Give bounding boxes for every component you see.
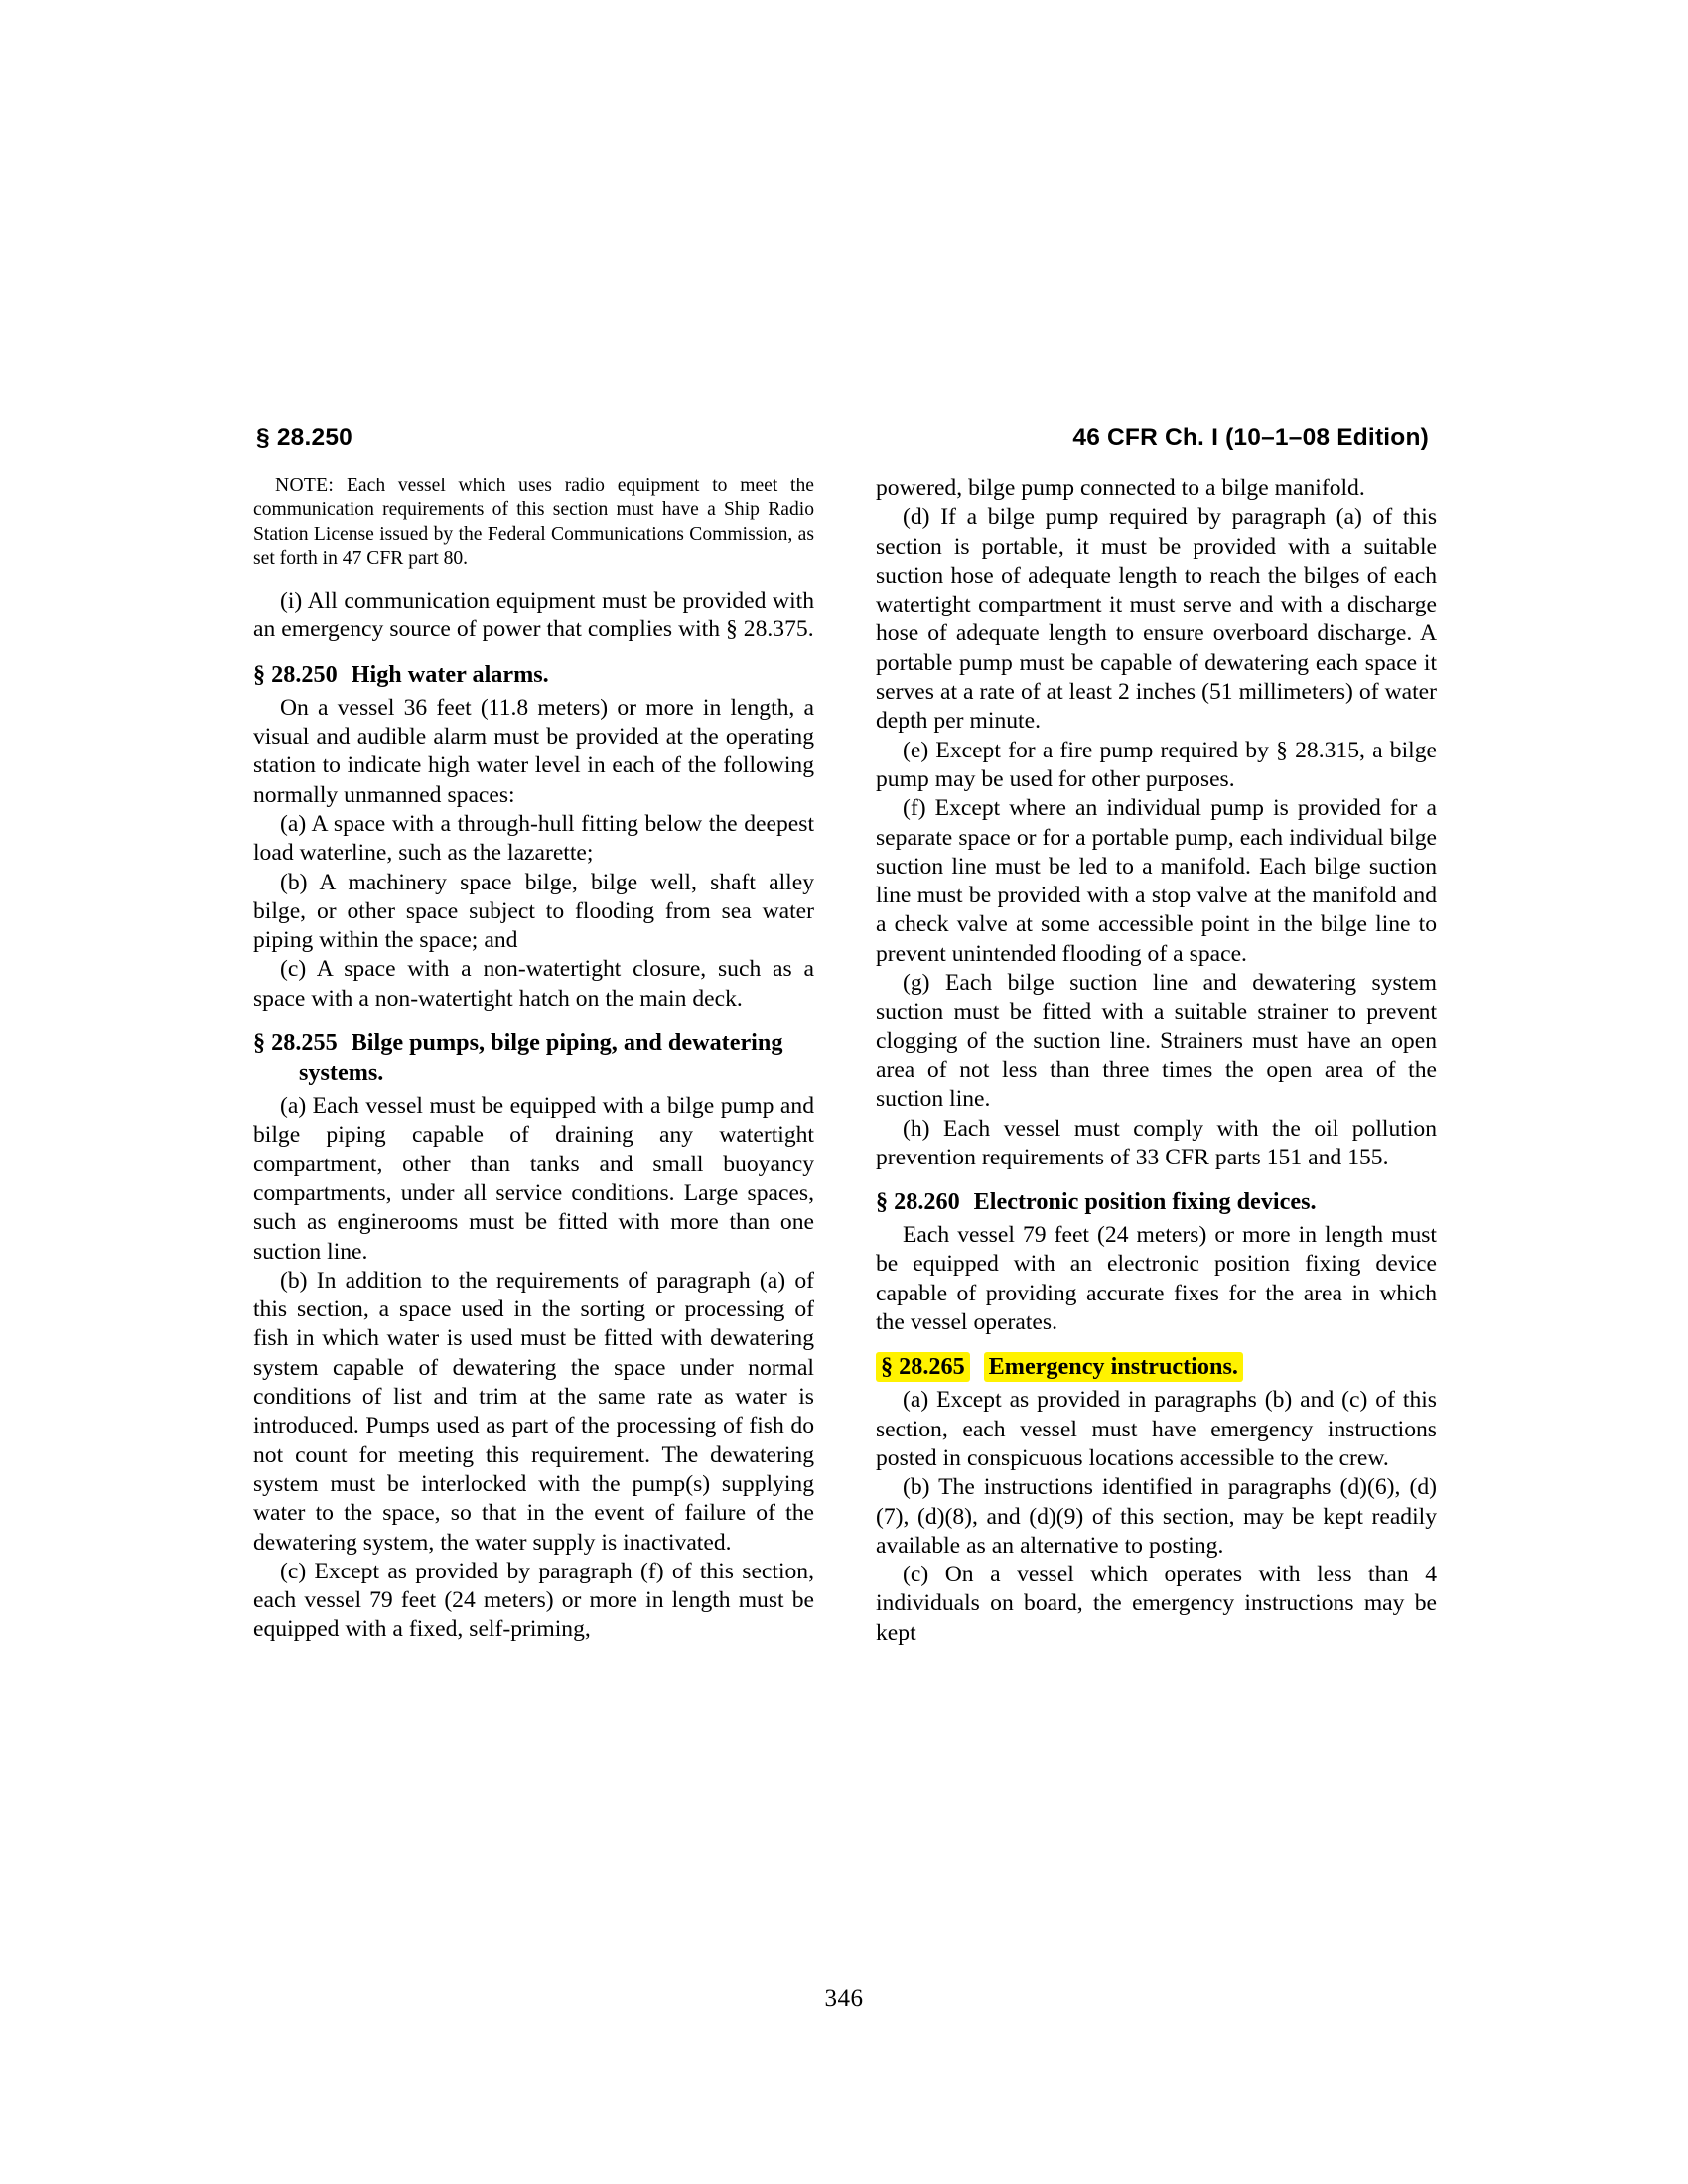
- heading-28-250: [253, 660, 814, 690]
- body-columns: [253, 475, 1437, 1954]
- page-number: 346: [824, 1985, 864, 2012]
- heading-28-255-number: § 28.255: [253, 1029, 338, 1057]
- paragraph-28-265-c: (c) On a vessel which operates with less than 4 individuals on board, the emergency instructions may be kept: [876, 1562, 1437, 1646]
- paragraph-28-250-a: (a) A space with a through-hull fitting below the deepest load waterline, such as the lazarette;: [253, 810, 814, 867]
- paragraph-28-250-b: (b) A machinery space bilge, bilge well, shaft alley bilge, or other space subject to flooding from sea water piping within the space; and: [253, 869, 814, 954]
- paragraph-28-255-b: (b) In addition to the requirements of paragraph (a) of this section, a space used in the sorting or processing of fish in which water is used must be fitted with dewatering system capable of dewatering the space under normal conditions of list and trim at the same rate as water is introduced. Pumps used as part of the processing of fish do not count for meeting this requirement. The dewatering system must be interlocked with the pump(s) supplying water to the space, so that in the event of failure of the dewatering system, the water supply is inactivated.: [253, 1267, 814, 1556]
- paragraph-28-260: Each vessel 79 feet (24 meters) or more in length must be equipped with an electronic position fixing device capable of providing accurate fixes for the area in which the vessel operates.: [876, 1222, 1437, 1336]
- heading-28-255-title: Bilge pumps, bilge piping, and dewatering systems.: [299, 1029, 783, 1087]
- paragraph-28-250-intro: On a vessel 36 feet (11.8 meters) or more in length, a visual and audible alarm must be provided at the operating station to indicate high water level in each of the following normally unmanned spaces:: [253, 694, 814, 808]
- heading-28-260-number: § 28.260: [876, 1188, 960, 1216]
- heading-28-250-title: High water alarms.: [351, 660, 549, 688]
- note-block: [253, 475, 814, 571]
- paragraph-28-255-a: (a) Each vessel must be equipped with a bilge pump and bilge piping capable of draining any watertight compartment, other than tanks and small buoyancy compartments, under all service conditions. Large spaces, such as enginerooms must be fitted with more than one suction line.: [253, 1093, 814, 1265]
- heading-28-255: [253, 1028, 814, 1088]
- note-label: NOTE:: [275, 476, 335, 496]
- paragraph-28-255-c: (c) Except as provided by paragraph (f) of this section, each vessel 79 feet (24 meters) or more in length must be equipped with a fixed, self-priming,: [253, 1558, 814, 1643]
- heading-28-260: [876, 1187, 1437, 1217]
- paragraph-28-255-e: (e) Except for a fire pump required by § 28.315, a bilge pump may be used for other purposes.: [876, 737, 1437, 792]
- paragraph-28-255-d: (d) If a bilge pump required by paragraph (a) of this section is portable, it must be provided with a suitable suction hose of adequate length to reach the bilges of each watertight compartment it must serve and with a discharge hose of adequate length to ensure overboard discharge. A portable pump must be capable of dewatering each space it serves at a rate of at least 2 inches (51 millimeters) of water depth per minute.: [876, 504, 1437, 735]
- heading-28-265: [876, 1352, 1437, 1382]
- left-column: [253, 475, 814, 1954]
- paragraph-28-255-f: (f) Except where an individual pump is provided for a separate space or for a portable pump, each individual bilge suction line must be led to a manifold. Each bilge suction line must be provided with a stop valve at the manifold and a check valve at some accessible point in the bilge line to prevent unintended flooding of a space.: [876, 795, 1437, 967]
- paragraph-28-255-h: (h) Each vessel must comply with the oil pollution prevention requirements of 33 CFR parts 151 and 155.: [876, 1115, 1437, 1170]
- running-head-section-number: § 28.250: [256, 424, 352, 451]
- paragraph-28-250-c: (c) A space with a non-watertight closure, such as a space with a non-watertight hatch on the main deck.: [253, 956, 814, 1012]
- running-head: [253, 424, 1435, 458]
- note-text: Each vessel which uses radio equipment to meet the communication requirements of this section must have a Ship Radio Station License issued by the Federal Communications Commission, as set forth in 47 CFR part 80.: [253, 476, 814, 569]
- right-column: [876, 475, 1437, 1954]
- heading-28-265-number: § 28.265: [876, 1352, 970, 1382]
- paragraph-28-265-a: (a) Except as provided in paragraphs (b) and (c) of this section, each vessel must have emergency instructions posted in conspicuous locations accessible to the crew.: [876, 1387, 1437, 1471]
- heading-28-250-number: § 28.250: [253, 660, 338, 688]
- heading-28-260-title: Electronic position fixing devices.: [973, 1188, 1317, 1216]
- paragraph-28-255-g: (g) Each bilge suction line and dewatering system suction must be fitted with a suitable strainer to prevent clogging of the suction line. Strainers must have an open area of not less than three times the open area of the suction line.: [876, 970, 1437, 1113]
- paragraph-28-255-c-continued: powered, bilge pump connected to a bilge manifold.: [876, 476, 1365, 501]
- heading-28-265-title: Emergency instructions.: [984, 1352, 1243, 1382]
- paragraph-28-265-b: (b) The instructions identified in paragraphs (d)(6), (d)(7), (d)(8), and (d)(9) of this section, may be kept readily available as an alternative to posting.: [876, 1474, 1437, 1559]
- running-head-citation: 46 CFR Ch. I (10–1–08 Edition): [1072, 424, 1429, 451]
- paragraph-i: (i) All communication equipment must be provided with an emergency source of power that complies with § 28.375.: [253, 588, 814, 643]
